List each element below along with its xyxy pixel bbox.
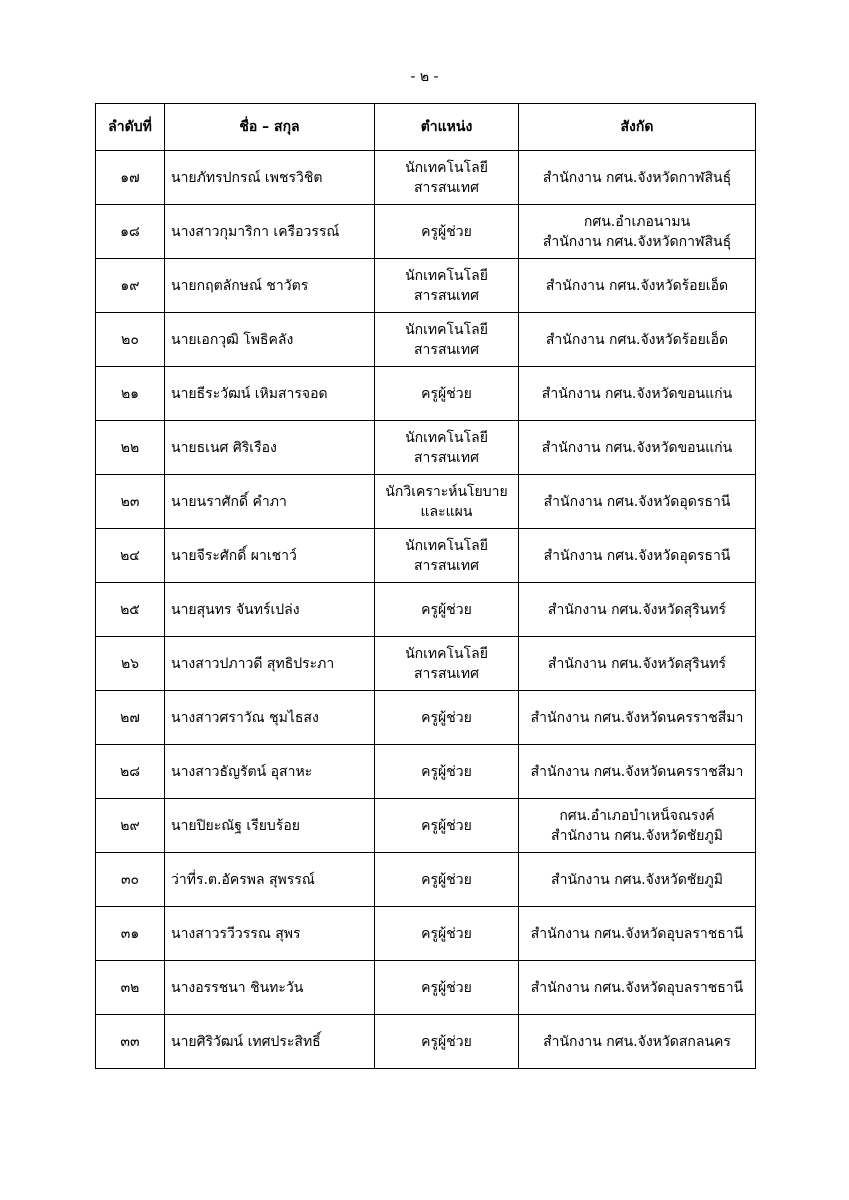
table-row [96, 313, 756, 367]
affiliation-text: สำนักงาน กศน.จังหวัดนครราชสีมา [530, 709, 744, 726]
affiliation-text: สำนักงาน กศน.จังหวัดนครราชสีมา [530, 763, 744, 780]
position-text: ครูผู้ช่วย [421, 871, 472, 888]
person-name: นายธเนศ ศิริเรือง [165, 421, 375, 475]
row-number: ๓๑ [96, 907, 165, 961]
affiliation-cell [519, 799, 756, 853]
position-cell [375, 151, 519, 205]
header-name: ชื่อ – สกุล [165, 104, 375, 151]
person-name: ว่าที่ร.ต.อัครพล สุพรรณ์ [165, 853, 375, 907]
affiliation-text: สำนักงาน กศน.จังหวัดอุบลราชธานี [530, 979, 744, 996]
table-body [96, 151, 756, 1069]
affiliation-cell [519, 313, 756, 367]
position-text: นักเทคโนโลยี [405, 537, 488, 554]
position-cell [375, 745, 519, 799]
affiliation-text: สำนักงาน กศน.จังหวัดขอนแก่น [541, 385, 733, 402]
affiliation-cell [519, 853, 756, 907]
row-number: ๒๐ [96, 313, 165, 367]
position-text: สารสนเทศ [414, 179, 479, 196]
affiliation-cell [519, 1015, 756, 1069]
table-row [96, 961, 756, 1015]
row-number: ๒๕ [96, 583, 165, 637]
table-row [96, 367, 756, 421]
row-number: ๓๓ [96, 1015, 165, 1069]
person-name: นายปิยะณัฐ เรียบร้อย [165, 799, 375, 853]
position-text: นักเทคโนโลยี [405, 321, 488, 338]
person-name: นายภัทรปกรณ์ เพชรวิชิต [165, 151, 375, 205]
position-text: ครูผู้ช่วย [421, 925, 472, 942]
position-text: ครูผู้ช่วย [421, 223, 472, 240]
header-affiliation: สังกัด [519, 104, 756, 151]
affiliation-text: กศน.อำเภอนามน [583, 213, 691, 230]
table-row [96, 799, 756, 853]
position-text: ครูผู้ช่วย [421, 817, 472, 834]
position-text: ครูผู้ช่วย [421, 1033, 472, 1050]
affiliation-cell [519, 745, 756, 799]
position-text: สารสนเทศ [414, 287, 479, 304]
affiliation-text: สำนักงาน กศน.จังหวัดสกลนคร [543, 1033, 731, 1050]
affiliation-cell [519, 583, 756, 637]
position-cell [375, 961, 519, 1015]
affiliation-text: สำนักงาน กศน.จังหวัดร้อยเอ็ด [545, 277, 729, 294]
person-name: นางสาวศราวัณ ชุมไธสง [165, 691, 375, 745]
affiliation-cell [519, 907, 756, 961]
header-no: ลำดับที่ [96, 104, 165, 151]
affiliation-cell [519, 475, 756, 529]
row-number: ๒๒ [96, 421, 165, 475]
table-row [96, 259, 756, 313]
affiliation-text: สำนักงาน กศน.จังหวัดสุรินทร์ [547, 655, 727, 672]
position-cell [375, 583, 519, 637]
affiliation-text: สำนักงาน กศน.จังหวัดชัยภูมิ [551, 827, 723, 844]
position-text: นักเทคโนโลยี [405, 645, 488, 662]
position-cell [375, 475, 519, 529]
position-cell [375, 1015, 519, 1069]
position-text: สารสนเทศ [414, 557, 479, 574]
position-cell [375, 205, 519, 259]
table-row [96, 1015, 756, 1069]
position-cell [375, 637, 519, 691]
table-row [96, 205, 756, 259]
position-text: นักเทคโนโลยี [405, 159, 488, 176]
position-text: นักวิเคราะห์นโยบาย [385, 483, 508, 500]
affiliation-text: กศน.อำเภอบำเหน็จณรงค์ [559, 807, 715, 824]
position-text: สารสนเทศ [414, 341, 479, 358]
row-number: ๒๗ [96, 691, 165, 745]
affiliation-text: สำนักงาน กศน.จังหวัดอุบลราชธานี [530, 925, 744, 942]
affiliation-text: สำนักงาน กศน.จังหวัดกาฬสินธุ์ [542, 169, 732, 186]
affiliation-text: สำนักงาน กศน.จังหวัดร้อยเอ็ด [545, 331, 729, 348]
table-row [96, 583, 756, 637]
position-text: นักเทคโนโลยี [405, 267, 488, 284]
affiliation-cell [519, 205, 756, 259]
row-number: ๑๙ [96, 259, 165, 313]
position-text: สารสนเทศ [414, 665, 479, 682]
table-row [96, 907, 756, 961]
position-text: สารสนเทศ [414, 449, 479, 466]
affiliation-cell [519, 421, 756, 475]
row-number: ๑๘ [96, 205, 165, 259]
person-name: นายกฤตลักษณ์ ชาวัตร [165, 259, 375, 313]
person-name: นางสาวรวีวรรณ สุพร [165, 907, 375, 961]
row-number: ๑๗ [96, 151, 165, 205]
table-row [96, 637, 756, 691]
table-header-row [96, 104, 756, 151]
position-text: ครูผู้ช่วย [421, 979, 472, 996]
table-row [96, 691, 756, 745]
table-row [96, 475, 756, 529]
position-cell [375, 313, 519, 367]
row-number: ๒๔ [96, 529, 165, 583]
person-name: นางอรรชนา ชินทะวัน [165, 961, 375, 1015]
affiliation-cell [519, 529, 756, 583]
table-row [96, 853, 756, 907]
position-cell [375, 421, 519, 475]
position-cell [375, 907, 519, 961]
row-number: ๒๖ [96, 637, 165, 691]
affiliation-cell [519, 151, 756, 205]
row-number: ๒๘ [96, 745, 165, 799]
affiliation-cell [519, 367, 756, 421]
affiliation-text: สำนักงาน กศน.จังหวัดสุรินทร์ [547, 601, 727, 618]
affiliation-cell [519, 259, 756, 313]
affiliation-text: สำนักงาน กศน.จังหวัดอุดรธานี [543, 493, 731, 510]
person-name: นายนราศักดิ์ คำภา [165, 475, 375, 529]
position-text: และแผน [420, 503, 473, 520]
affiliation-text: สำนักงาน กศน.จังหวัดอุดรธานี [543, 547, 731, 564]
person-name: นายธีระวัฒน์ เหิมสารจอด [165, 367, 375, 421]
position-text: ครูผู้ช่วย [421, 709, 472, 726]
row-number: ๓๐ [96, 853, 165, 907]
person-name: นายศิริวัฒน์ เทศประสิทธิ์ [165, 1015, 375, 1069]
person-name: นางสาวปภาวดี สุทธิประภา [165, 637, 375, 691]
page-number: - ๒ - [410, 69, 439, 85]
affiliation-text: สำนักงาน กศน.จังหวัดขอนแก่น [541, 439, 733, 456]
affiliation-text: สำนักงาน กศน.จังหวัดกาฬสินธุ์ [542, 233, 732, 250]
position-cell [375, 799, 519, 853]
table-row [96, 745, 756, 799]
table-row [96, 151, 756, 205]
person-name: นางสาวธัญรัตน์ อุสาหะ [165, 745, 375, 799]
row-number: ๒๓ [96, 475, 165, 529]
person-name: นางสาวกุมาริกา เครือวรรณ์ [165, 205, 375, 259]
affiliation-cell [519, 691, 756, 745]
person-name: นายสุนทร จันทร์เปล่ง [165, 583, 375, 637]
row-number: ๓๒ [96, 961, 165, 1015]
position-cell [375, 529, 519, 583]
row-number: ๒๑ [96, 367, 165, 421]
row-number: ๒๙ [96, 799, 165, 853]
person-name: นายจีระศักดิ์ ผาเชาว์ [165, 529, 375, 583]
position-cell [375, 367, 519, 421]
affiliation-cell [519, 961, 756, 1015]
position-text: ครูผู้ช่วย [421, 763, 472, 780]
position-text: ครูผู้ช่วย [421, 385, 472, 402]
position-text: ครูผู้ช่วย [421, 601, 472, 618]
table-row [96, 421, 756, 475]
position-cell [375, 691, 519, 745]
header-position: ตำแหน่ง [375, 104, 519, 151]
table-row [96, 529, 756, 583]
position-cell [375, 259, 519, 313]
affiliation-cell [519, 637, 756, 691]
position-cell [375, 853, 519, 907]
affiliation-text: สำนักงาน กศน.จังหวัดชัยภูมิ [551, 871, 723, 888]
person-name: นายเอกวุฒิ โพธิคลัง [165, 313, 375, 367]
personnel-table [95, 103, 756, 1069]
position-text: นักเทคโนโลยี [405, 429, 488, 446]
